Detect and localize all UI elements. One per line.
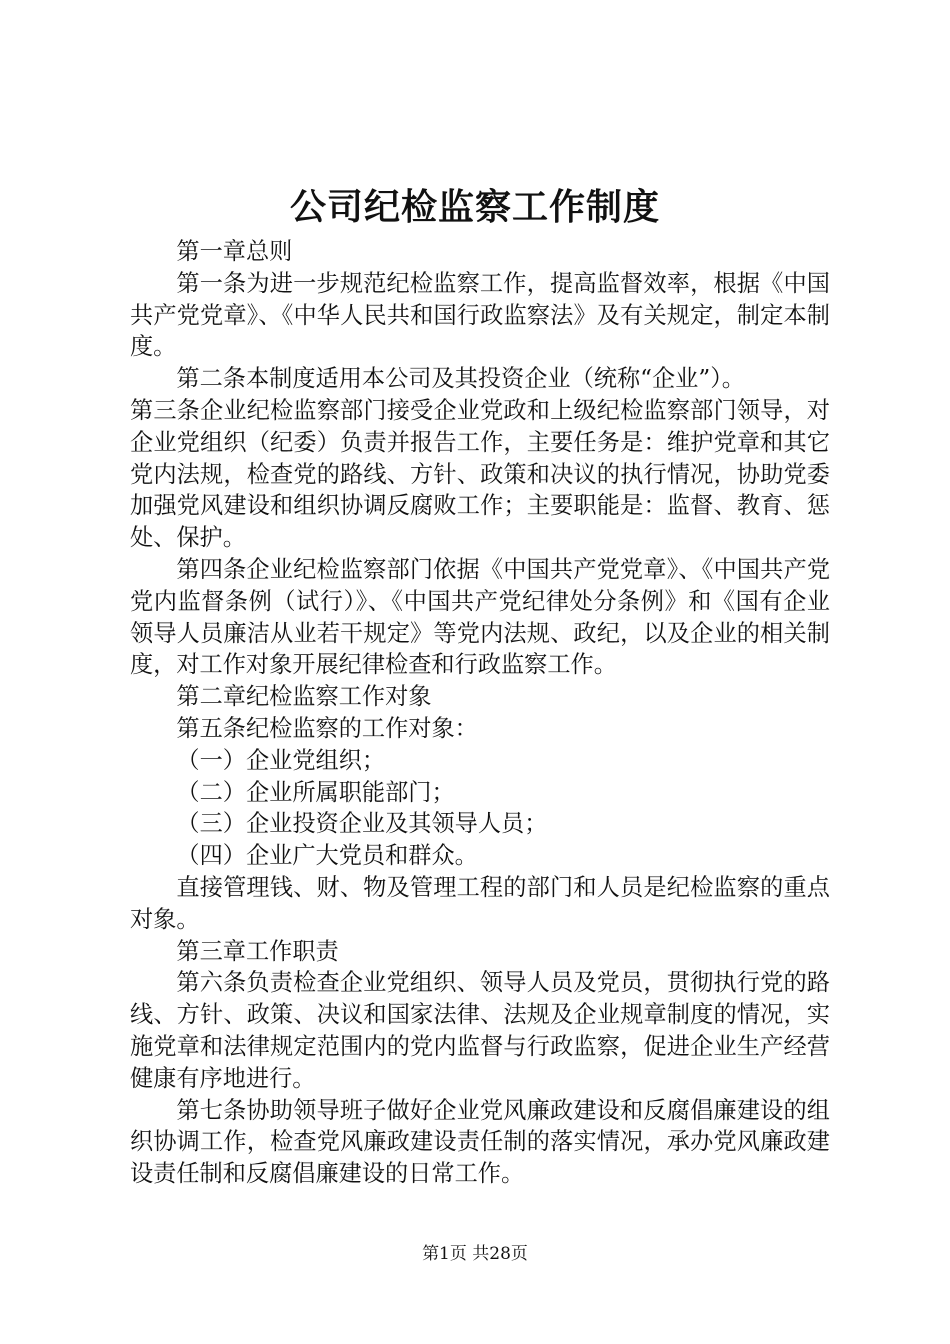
paragraph-article-5: 第五条纪检监察的工作对象： <box>176 714 478 742</box>
paragraph-article-7: 第七条协助领导班子做好企业党风廉政建设和反腐倡廉建设的组织协调工作，检查党风廉政建设责任制的落实情况，承办党风廉政建设责任制和反腐倡廉建设的日常工作。 <box>130 1096 830 1188</box>
paragraph-chapter-1: 第一章总则 <box>176 238 293 265</box>
paragraph-article-6: 第六条负责检查企业党组织、领导人员及党员，贯彻执行党的路线、方针、政策、决议和国家法律、法规及企业规章制度的情况，实施党章和法律规定范围内的党内监督与行政监察，促进企业生产经营健康有序地进行。 <box>130 969 830 1092</box>
list-item-3: （三）企业投资企业及其领导人员； <box>176 810 548 838</box>
list-item-4: （四）企业广大党员和群众。 <box>176 842 478 870</box>
paragraph-article-4: 第四条企业纪检监察部门依据《中国共产党党章》、《中国共产党党内监督条例（试行）》、《中国共产党纪律处分条例》和《国有企业领导人员廉洁从业若干规定》等党内法规、政纪，以及企业的相关制度，对工作对象开展纪律检查和行政监察工作。 <box>130 555 830 679</box>
list-item-2: （二）企业所属职能部门； <box>176 778 455 806</box>
paragraph-chapter-3: 第三章工作职责 <box>176 937 339 965</box>
document-title: 公司纪检监察工作制度 <box>289 186 660 228</box>
paragraph-chapter-2: 第二章纪检监察工作对象 <box>176 683 432 711</box>
paragraph-article-2: 第二条本制度适用本公司及其投资企业（统称“企业”）。 <box>176 365 745 393</box>
page-footer: 第1页 共28页 <box>422 1244 528 1264</box>
paragraph-article-1: 第一条为进一步规范纪检监察工作，提高监督效率，根据《中国共产党党章》、《中华人民共和国行政监察法》及有关规定，制定本制度。 <box>130 269 830 361</box>
document-body <box>130 236 830 1190</box>
paragraph-key-targets: 直接管理钱、财、物及管理工程的部门和人员是纪检监察的重点对象。 <box>130 873 830 933</box>
paragraph-article-3: 第三条企业纪检监察部门接受企业党政和上级纪检监察部门领导，对企业党组织（纪委）负责并报告工作，主要任务是：维护党章和其它党内法规，检查党的路线、方针、政策和决议的执行情况，协助党委加强党风建设和组织协调反腐败工作；主要职能是：监督、教育、惩处、保护。 <box>130 396 830 552</box>
list-item-1: （一）企业党组织； <box>176 746 386 774</box>
